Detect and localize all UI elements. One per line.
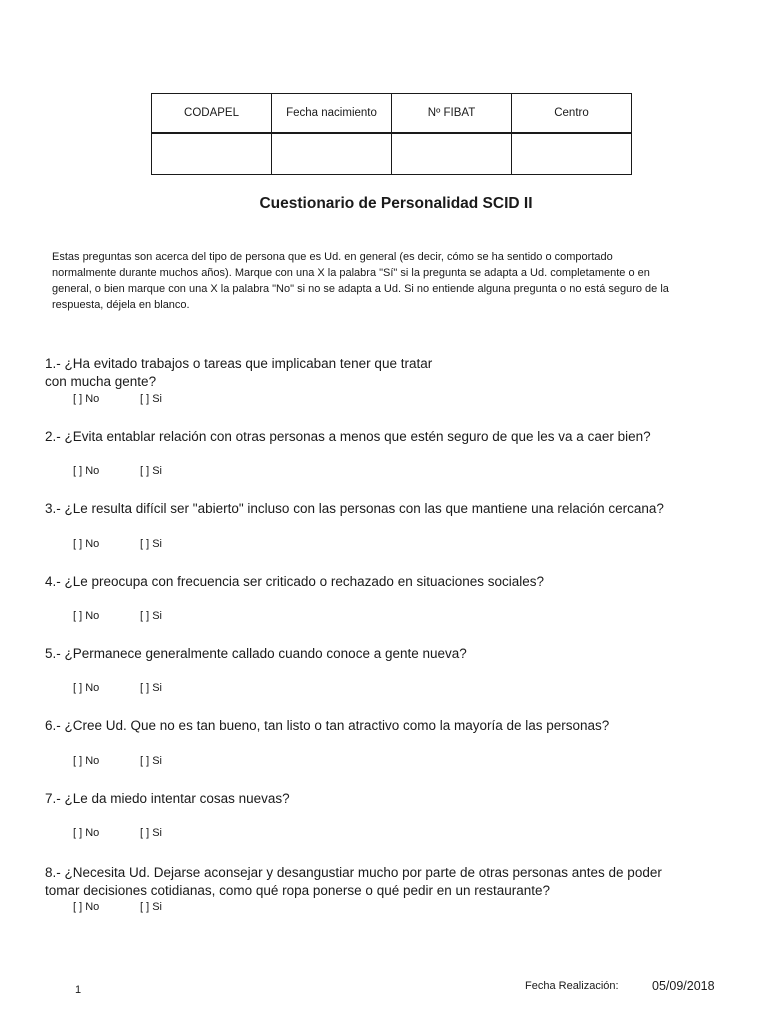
instructions — [52, 249, 692, 313]
instructions-line: Estas preguntas son acerca del tipo de persona que es Ud. en general (es decir, cómo se ha sentido o comportado — [52, 251, 613, 263]
codapel-field[interactable] — [152, 133, 272, 175]
page-number: 1 — [75, 984, 82, 996]
page-title: Cuestionario de Personalidad SCID II — [259, 195, 533, 212]
no-checkbox[interactable]: [ ] No — [73, 682, 100, 694]
question-6 — [45, 717, 609, 735]
si-checkbox[interactable]: [ ] Si — [140, 393, 163, 405]
si-checkbox[interactable]: [ ] Si — [140, 901, 163, 913]
header-table — [151, 93, 632, 175]
no-checkbox[interactable]: [ ] No — [73, 901, 100, 913]
question-text: 8.- ¿Necesita Ud. Dejarse aconsejar y desangustiar mucho por parte de otras personas antes de poder — [45, 865, 662, 880]
question-text: 7.- ¿Le da miedo intentar cosas nuevas? — [45, 791, 290, 806]
answers-3 — [73, 538, 162, 552]
nfibat-field[interactable] — [392, 133, 512, 175]
header-col-centro: Centro — [512, 94, 632, 134]
answers-5 — [73, 682, 162, 696]
question-text: 6.- ¿Cree Ud. Que no es tan bueno, tan listo o tan atractivo como la mayoría de las personas? — [45, 718, 610, 733]
no-checkbox[interactable]: [ ] No — [73, 538, 100, 550]
answers-1 — [73, 393, 162, 407]
question-text: 5.- ¿Permanece generalmente callado cuando conoce a gente nueva? — [45, 646, 467, 661]
question-2 — [45, 428, 651, 446]
instructions-line: general, o bien marque con una X la palabra "No" si no se adapta a Ud. Si no entiende alguna pregunta o no está seguro de la — [52, 283, 669, 295]
question-3 — [45, 500, 664, 518]
no-checkbox[interactable]: [ ] No — [73, 610, 100, 622]
answers-7 — [73, 827, 162, 841]
si-checkbox[interactable]: [ ] Si — [140, 827, 163, 839]
question-text: 3.- ¿Le resulta difícil ser "abierto" incluso con las personas con las que mantiene una relación cercana? — [45, 501, 664, 516]
header-table-head-row — [152, 94, 632, 134]
si-checkbox[interactable]: [ ] Si — [140, 465, 163, 477]
answers-8 — [73, 901, 162, 915]
question-text: 4.- ¿Le preocupa con frecuencia ser criticado o rechazado en situaciones sociales? — [45, 574, 545, 589]
si-checkbox[interactable]: [ ] Si — [140, 610, 163, 622]
no-checkbox[interactable]: [ ] No — [73, 827, 100, 839]
si-checkbox[interactable]: [ ] Si — [140, 538, 163, 550]
header-col-fecha-nacimiento: Fecha nacimiento — [272, 94, 392, 134]
no-checkbox[interactable]: [ ] No — [73, 393, 100, 405]
header-col-codapel: CODAPEL — [152, 94, 272, 134]
si-checkbox[interactable]: [ ] Si — [140, 755, 163, 767]
date-label: Fecha Realización: — [525, 980, 619, 992]
answers-6 — [73, 755, 162, 769]
question-text: con mucha gente? — [45, 374, 157, 389]
header-table-value-row — [152, 133, 632, 175]
no-checkbox[interactable]: [ ] No — [73, 465, 100, 477]
instructions-line: respuesta, déjela en blanco. — [52, 299, 190, 311]
question-text: 2.- ¿Evita entablar relación con otras personas a menos que estén seguro de que les va a caer bien? — [45, 429, 651, 444]
question-4 — [45, 573, 544, 591]
centro-field[interactable] — [512, 133, 632, 175]
question-1 — [45, 355, 432, 391]
question-5 — [45, 645, 467, 663]
instructions-line: normalmente durante muchos años). Marque con una X la palabra "Sí" si la pregunta se adapta a Ud. completamente o en — [52, 267, 650, 279]
question-text: tomar decisiones cotidianas, como qué ropa ponerse o qué pedir en un restaurante? — [45, 883, 551, 898]
answers-2 — [73, 465, 162, 479]
si-checkbox[interactable]: [ ] Si — [140, 682, 163, 694]
question-8 — [45, 864, 662, 900]
date-value: 05/09/2018 — [652, 979, 715, 993]
no-checkbox[interactable]: [ ] No — [73, 755, 100, 767]
question-text: 1.- ¿Ha evitado trabajos o tareas que implicaban tener que tratar — [45, 356, 433, 371]
header-col-nfibat: Nº FIBAT — [392, 94, 512, 134]
question-7 — [45, 790, 290, 808]
answers-4 — [73, 610, 162, 624]
fecha-nacimiento-field[interactable] — [272, 133, 392, 175]
